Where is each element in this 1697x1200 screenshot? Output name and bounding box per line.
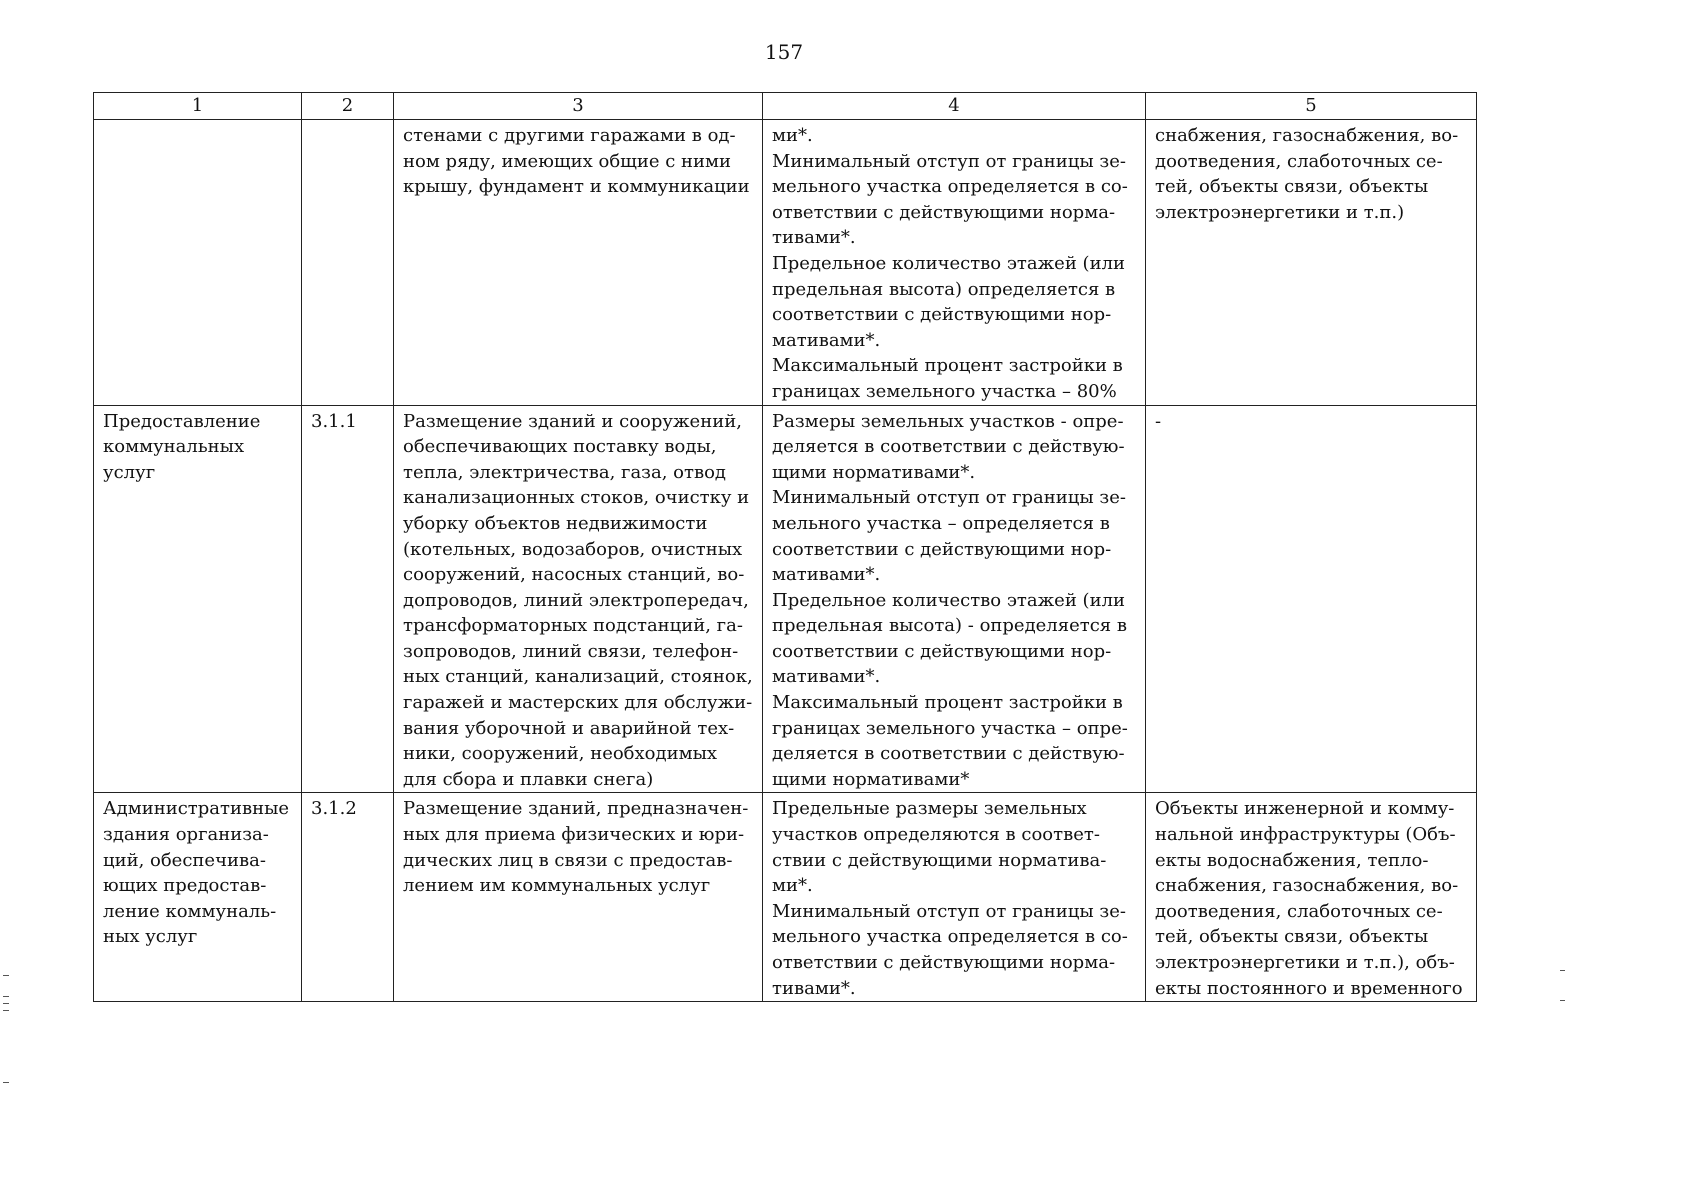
column-header-5: 5 — [1146, 93, 1477, 120]
table-row — [94, 120, 1477, 406]
use-code-cell: 3.1.2 — [302, 793, 394, 1002]
scan-edge-mark — [1560, 970, 1565, 971]
use-description-cell: Размещение зданий, предназначен- ных для приема физических и юри- дических лиц в связи с предостав- лением им коммунальных услуг — [394, 793, 763, 1002]
page-number: 157 — [764, 40, 804, 64]
use-description-cell: стенами с другими гаражами в од- ном ряду, имеющих общие с ними крышу, фундамент и коммуникации — [394, 120, 763, 406]
scan-edge-mark — [1560, 1000, 1565, 1001]
column-header-1: 1 — [94, 93, 302, 120]
column-header-2: 2 — [302, 93, 394, 120]
header-row — [94, 93, 1477, 120]
use-name-cell: Административные здания организа- ций, обеспечива- ющих предостав- ление коммуналь- ных услуг — [94, 793, 302, 1002]
table-row — [94, 793, 1477, 1002]
use-name-cell — [94, 120, 302, 406]
table-row — [94, 405, 1477, 793]
use-code-cell — [302, 120, 394, 406]
column-header-4: 4 — [763, 93, 1146, 120]
parameters-cell: Размеры земельных участков - опре- деляется в соответствии с действую- щими нормативами*. Минимальный отступ от границы зе- мельного участка – определяется в соответствии с действующими нор- мативами*. Предельное количество этажей (или предельная высота) - определяется в соответствии с действующими нор- мативами*. Максимальный процент застройки в границах земельного участка – опре- деляется в соответствии с действую- щими нормативами* — [763, 405, 1146, 793]
restrictions-cell: снабжения, газоснабжения, во- доотведения, слаботочных се- тей, объекты связи, объекты электроэнергетики и т.п.) — [1146, 120, 1477, 406]
scan-edge-mark — [3, 1082, 9, 1083]
land-use-table — [93, 92, 1477, 1002]
use-description-cell: Размещение зданий и сооружений, обеспечивающих поставку воды, тепла, электричества, газа, отвод канализационных стоков, очистку и уборку объектов недвижимости (котельных, водозаборов, очистных сооружений, насосных станций, во- допроводов, линий электропередач, трансформаторных подстанций, га- зопроводов, линий связи, телефон- ных станций, канализаций, стоянок, гаражей и мастерских для обслужи- вания уборочной и аварийной тех- ники, сооружений, необходимых для сбора и плавки снега) — [394, 405, 763, 793]
parameters-cell: Предельные размеры земельных участков определяются в соответ- ствии с действующими нормативa- ми*. Минимальный отступ от границы зе- мельного участка определяется в со- ответствии с действующими норма- тивами*. — [763, 793, 1146, 1002]
scan-edge-mark — [3, 975, 9, 976]
parameters-cell: ми*. Минимальный отступ от границы зе- мельного участка определяется в со- ответствии с действующими норма- тивами*. Предельное количество этажей (или предельная высота) определяется в соответствии с действующими нор- мативами*. Максимальный процент застройки в границах земельного участка – 80% — [763, 120, 1146, 406]
use-code-cell: 3.1.1 — [302, 405, 394, 793]
restrictions-cell: Объекты инженерной и комму- нальной инфраструктуры (Объ- екты водоснабжения, тепло- снабжения, газоснабжения, во- доотведения, слаботочных се- тей, объекты связи, объекты электроэнергетики и т.п.), объ- екты постоянного и временного — [1146, 793, 1477, 1002]
restrictions-cell: - — [1146, 405, 1477, 793]
scan-edge-mark — [3, 1010, 9, 1011]
scan-edge-mark — [3, 1003, 9, 1004]
use-name-cell: Предоставление коммунальных услуг — [94, 405, 302, 793]
column-header-3: 3 — [394, 93, 763, 120]
scan-edge-mark — [3, 996, 9, 997]
